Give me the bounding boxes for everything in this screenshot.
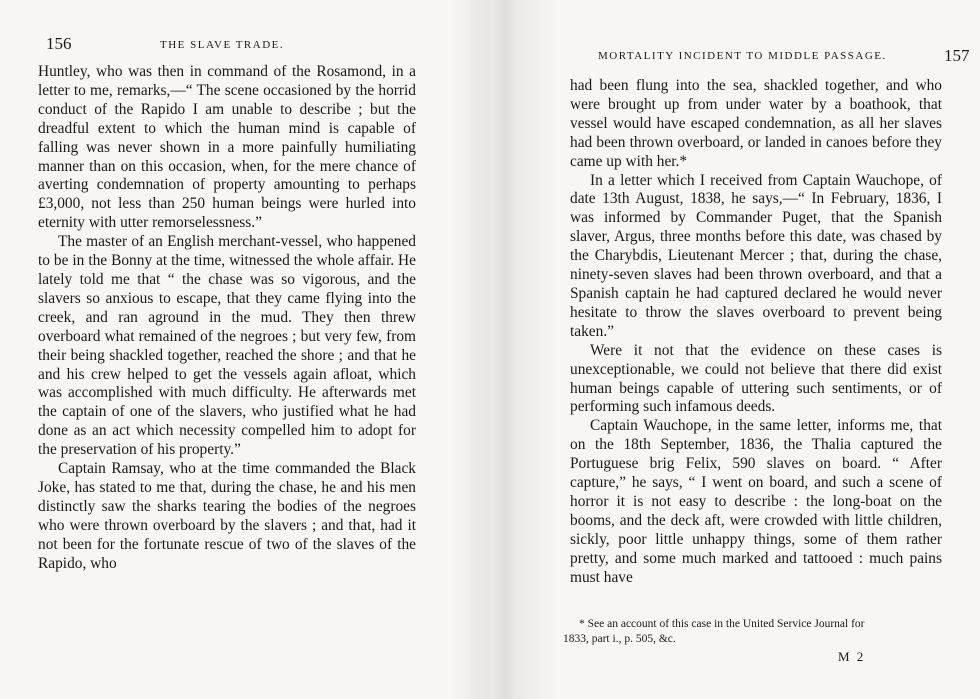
left-paragraph-2: The master of an English merchant-vessel, who happened to be in the Bonny at the time, witnessed the whole affair. He lately told me that “ the chase was so vigorous, and the slavers so anxious to escape, that they came flying into the creek, and ran aground in the mud. They then threw overboard what remained of the negroes ; but very few, from their being shackled together, reached the shore ; and that he and his crew helped to get the vessels again afloat, which was accomplished with much difficulty. He afterwards met the captain of one of the slavers, who justified what he had done as an act which necessity compelled him to adopt for the preservation of his property.” — [38, 233, 416, 459]
right-running-title: MORTALITY INCIDENT TO MIDDLE PASSAGE. — [598, 50, 887, 62]
footnote-line-2: 1833, part i., p. 505, &c. — [563, 633, 676, 645]
left-page — [0, 0, 470, 699]
right-paragraph-3: Were it not that the evidence on these cases is unexceptionable, we could not believe that there did exist human beings capable of uttering such sentiments, or of performing such infamous deeds. — [570, 341, 942, 416]
footnote — [563, 617, 943, 647]
left-paragraph-1: Huntley, who was then in command of the Rosamond, in a letter to me, remarks,—“ The scene occasioned by the horrid conduct of the Rapido I am unable to describe ; but the dreadful extent to which the human mind is capable of falling was never shown in a more painfully humiliating manner than on this occasion, when, for the mere chance of averting condemnation of property amounting to perhaps £3,000, not less than 250 human beings were hurled into eternity with utter remorselessness.” — [38, 63, 416, 232]
right-page-number: 157 — [944, 46, 970, 65]
right-body-text — [570, 77, 942, 587]
left-running-title: THE SLAVE TRADE. — [160, 39, 285, 51]
right-paragraph-2: In a letter which I received from Captain Wauchope, of date 13th August, 1838, he says,—“ In February, 1836, I was informed by Commander Puget, that the Spanish slaver, Argus, three months before this date, was chased by the Charybdis, Lieutenant Mercer ; that, during the chase, ninety-seven slaves had been thrown overboard, and that a Spanish captain he had captured declared he would never hesitate to throw the slaves overboard to prevent being taken.” — [570, 171, 942, 340]
left-page-number: 156 — [46, 34, 72, 53]
footnote-line-1: * See an account of this case in the United Service Journal for — [579, 618, 865, 630]
right-paragraph-1: had been flung into the sea, shackled together, and who were brought up from under water by a boathook, that vessel would have escaped condemnation, as all her slaves had been thrown overboard, or landed in canoes before they came up with her.* — [570, 77, 942, 170]
right-running-head — [490, 34, 980, 65]
signature-mark: M 2 — [838, 649, 866, 664]
left-running-head — [0, 34, 470, 54]
right-paragraph-4: Captain Wauchope, in the same letter, informs me, that on the 18th September, 1836, the Thalia captured the Portuguese brig Felix, 590 slaves on board. “ After capture,” he says, “ I went on board, and such a scene of horror it is not easy to describe : the long-boat on the booms, and the deck aft, were crowded with little children, sickly, poor little unhappy things, some of them rather pretty, and some much marked and tattooed : much pains must have — [570, 417, 942, 586]
right-page — [490, 0, 980, 699]
left-paragraph-3: Captain Ramsay, who at the time commanded the Black Joke, has stated to me that, during the chase, he and his men distinctly saw the sharks tearing the bodies of the negroes who were thrown overboard by the slavers ; and that, had it not been for the fortunate rescue of two of the slaves of the Rapido, who — [38, 460, 416, 572]
left-body-text — [38, 63, 416, 573]
